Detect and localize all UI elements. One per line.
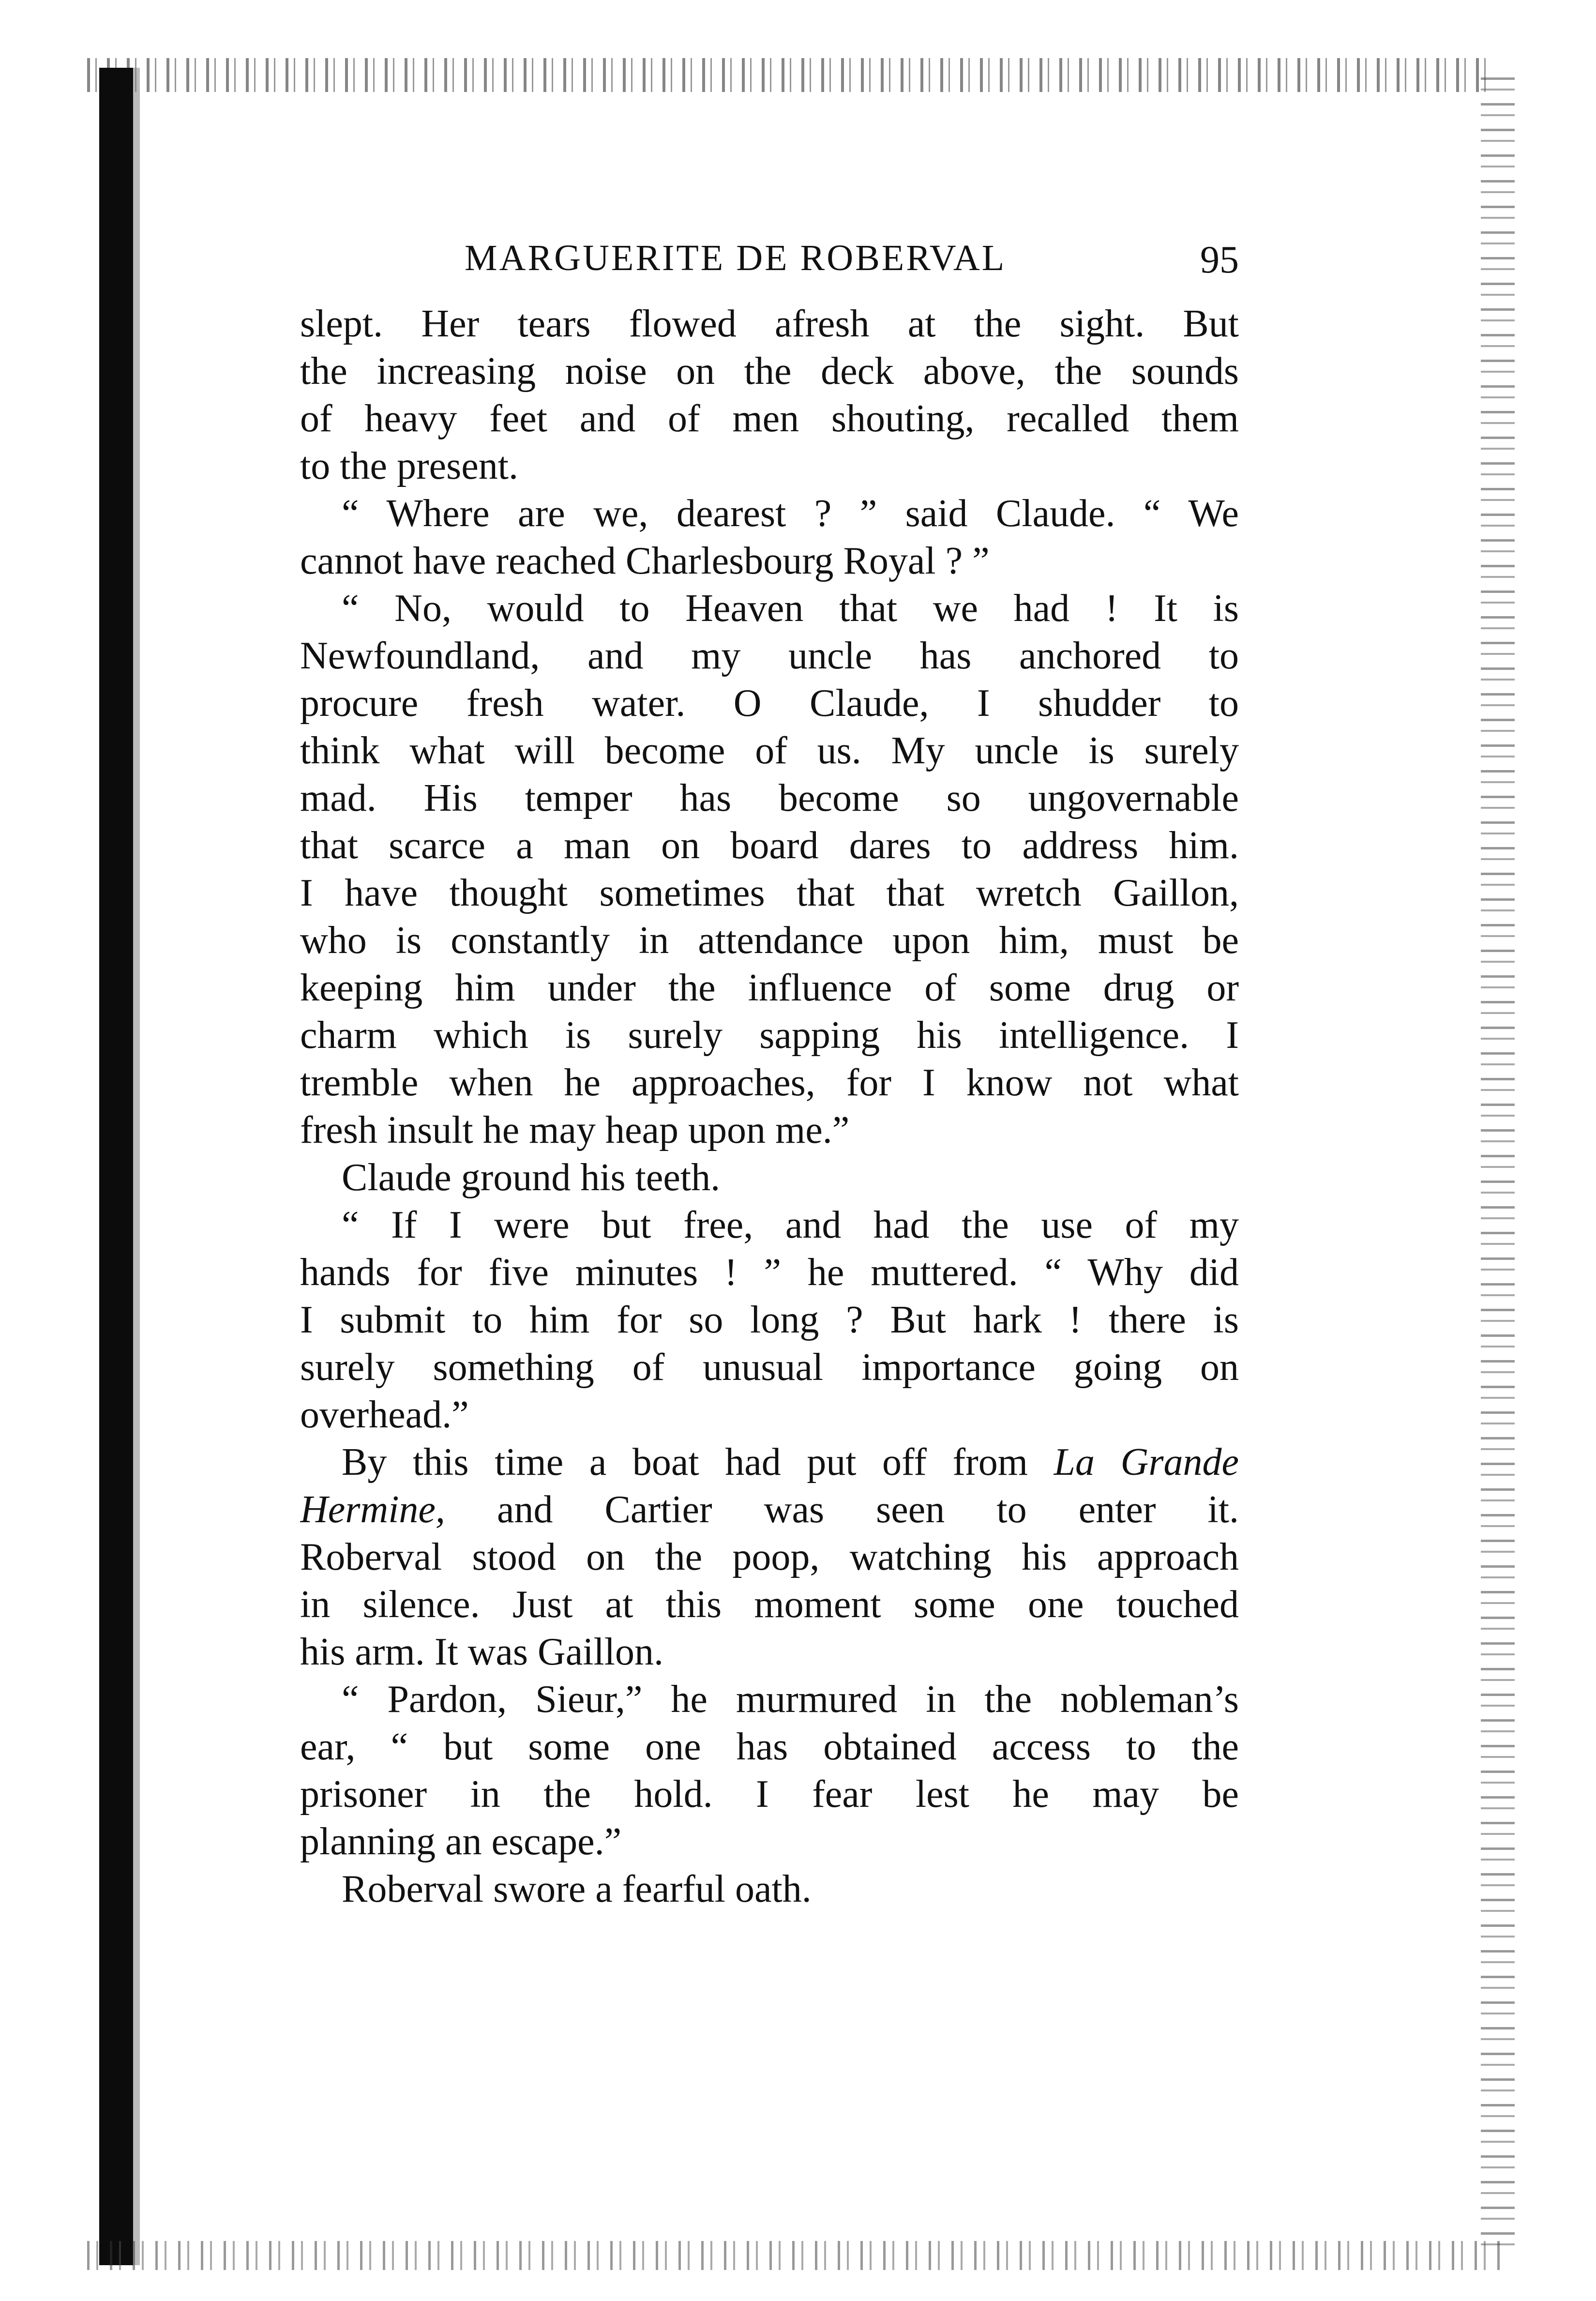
text-line: “ No, would to Heaven that we had ! It is — [342, 587, 1239, 630]
binding-gradient — [133, 68, 140, 2265]
text-line: hands for five minutes ! ” he muttered. “ Why did — [300, 1251, 1239, 1294]
ship-name-italic: La Grande — [1054, 1441, 1239, 1484]
text-line: slept. Her tears flowed afresh at the sight. But — [300, 303, 1239, 345]
text-line: “ Where are we, dearest ? ” said Claude. “ We — [342, 492, 1239, 535]
text-line: “ If I were but free, and had the use of my — [342, 1204, 1239, 1246]
running-title: MARGUERITE DE ROBERVAL — [465, 238, 1007, 278]
text-segment: and Cartier was seen to enter it. — [497, 1488, 1239, 1531]
text-line — [300, 1438, 1239, 1486]
text-segment: By this time a boat had put off from — [342, 1441, 1028, 1484]
text-line: I submit to him for so long ? But hark ! there is — [300, 1299, 1239, 1341]
text-line: I have thought sometimes that that wretch Gaillon, — [300, 872, 1239, 914]
text-line: of heavy feet and of men shouting, recalled them — [300, 397, 1239, 440]
text-line: charm which is surely sapping his intelligence. I — [300, 1014, 1239, 1057]
text-line: Newfoundland, and my uncle has anchored to — [300, 635, 1239, 677]
text-line: tremble when he approaches, for I know not what — [300, 1061, 1239, 1104]
text-line: fresh insult he may heap upon me.” — [300, 1109, 850, 1151]
scan-edge-right — [1481, 77, 1515, 2256]
text-line: that scarce a man on board dares to address him. — [300, 824, 1239, 867]
text-line: cannot have reached Charlesbourg Royal ? ” — [300, 540, 990, 582]
text-line: Roberval swore a fearful oath. — [342, 1868, 812, 1910]
text-line: his arm. It was Gaillon. — [300, 1631, 663, 1673]
text-line: keeping him under the influence of some drug or — [300, 967, 1239, 1009]
book-page — [300, 227, 1239, 1913]
text-line: the increasing noise on the deck above, the sounds — [300, 350, 1239, 393]
text-line: “ Pardon, Sieur,” he murmured in the nobleman’s — [342, 1678, 1239, 1721]
text-line: who is constantly in attendance upon him, must be — [300, 919, 1239, 962]
page-number: 95 — [1200, 239, 1239, 281]
text-line: to the present. — [300, 445, 518, 487]
body-text — [300, 300, 1239, 1913]
text-line: mad. His temper has become so ungovernable — [300, 777, 1239, 819]
text-line: in silence. Just at this moment some one touched — [300, 1583, 1239, 1626]
text-line: planning an escape.” — [300, 1820, 622, 1863]
text-line: Claude ground his teeth. — [342, 1156, 721, 1199]
text-line: ear, “ but some one has obtained access to the — [300, 1726, 1239, 1768]
text-line: think what will become of us. My uncle is surely — [300, 729, 1239, 772]
text-line: surely something of unusual importance going on — [300, 1346, 1239, 1389]
running-head — [300, 227, 1239, 286]
text-line: overhead.” — [300, 1393, 469, 1436]
text-line: procure fresh water. O Claude, I shudder to — [300, 682, 1239, 725]
text-line: prisoner in the hold. I fear lest he may be — [300, 1773, 1239, 1816]
text-line — [300, 1486, 1239, 1533]
ship-name-italic: Hermine, — [300, 1488, 445, 1531]
binding-shadow-bar — [99, 68, 133, 2265]
scan-edge-top — [87, 58, 1491, 92]
text-line: Roberval stood on the poop, watching his approach — [300, 1536, 1239, 1578]
scan-edge-bottom — [87, 2241, 1505, 2270]
